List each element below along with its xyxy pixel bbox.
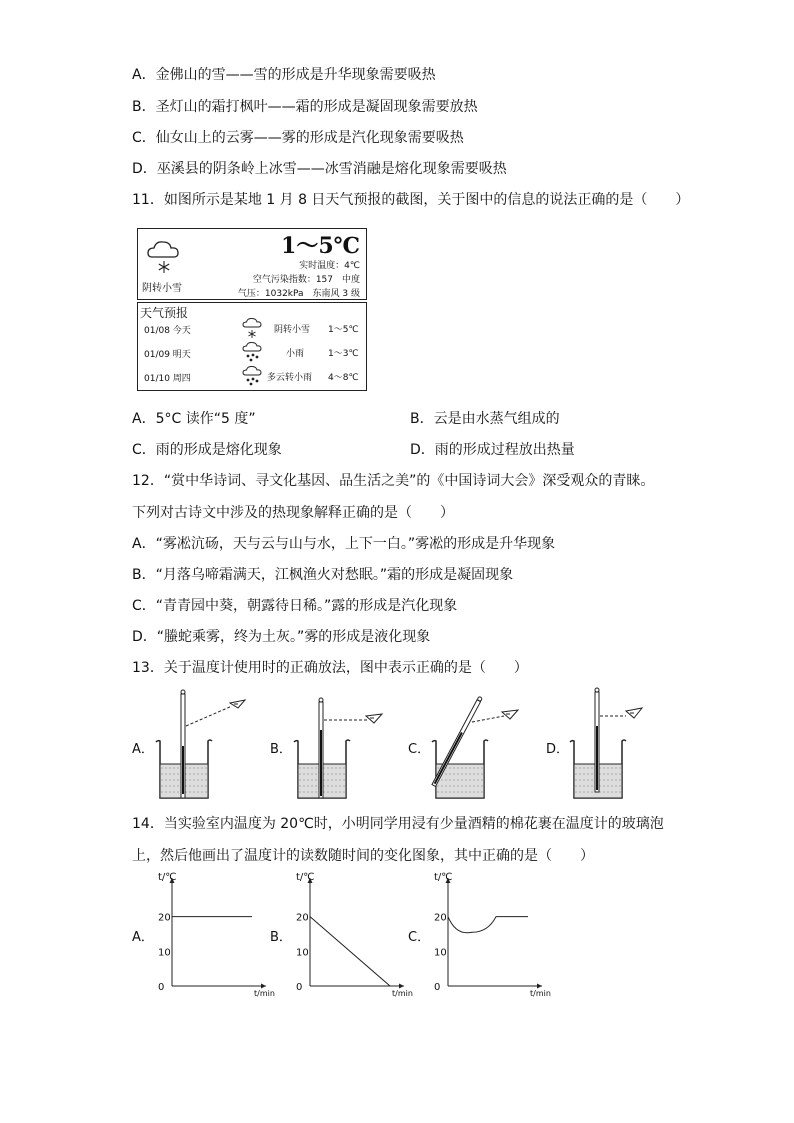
x-axis-label: t/min	[530, 989, 551, 998]
pressure-wind: 气压：1032kPa 东南风 3 级	[237, 289, 360, 299]
current-condition: 阴转小雪	[142, 283, 182, 294]
q13-label-b: B．	[270, 742, 292, 757]
thermometer-figure-a	[150, 686, 250, 806]
q14-label-b: B．	[270, 930, 292, 945]
forecast-title: 天气预报	[140, 306, 189, 320]
q12-option-b: B．“月落乌啼霜满天，江枫渔火对愁眠。”霜的形成是凝固现象	[132, 567, 514, 583]
thermometer-figure-c	[426, 686, 526, 806]
air-quality-index: 空气污染指数：157 中度	[252, 275, 360, 285]
y-axis-label: t/℃	[158, 872, 177, 883]
cloud-snow-icon	[242, 317, 266, 339]
q14-label-a: A．	[132, 930, 154, 945]
y-tick-label: 10	[158, 947, 171, 959]
y-tick-label: 20	[296, 912, 309, 924]
q10-option-b: B．圣灯山的霜打枫叶——霜的形成是凝固现象需要放热	[132, 99, 478, 115]
series-line	[448, 917, 528, 933]
forecast-desc: 小雨	[286, 349, 305, 359]
q11-stem: 11．如图所示是某地 1 月 8 日天气预报的截图，关于图中的信息的说法正确的是（ ）	[132, 192, 690, 208]
forecast-temp: 4～8℃	[328, 373, 359, 383]
q14-stem-line1: 14．当实验室内温度为 20℃时，小明同学用浸有少量酒精的棉花裹在温度计的玻璃泡	[132, 816, 664, 832]
q10-option-d: D．巫溪县的阴条岭上冰雪——冰雪消融是熔化现象需要吸热	[132, 161, 507, 177]
q13-label-c: C．	[408, 742, 431, 757]
cloud-snow-icon	[144, 237, 184, 277]
y-tick-label: 20	[158, 912, 171, 924]
q10-option-c: C．仙女山上的云雾——雾的形成是汽化现象需要吸热	[132, 130, 464, 146]
weather-current-panel	[137, 228, 367, 300]
sight-line	[472, 716, 504, 722]
thermometer-figure-b	[288, 686, 388, 806]
q10-option-a: A．金佛山的雪——雪的形成是升华现象需要吸热	[132, 67, 436, 83]
forecast-temp: 1～3℃	[328, 349, 359, 359]
q12-stem-line2: 下列对古诗文中涉及的热现象解释正确的是（ ）	[132, 505, 454, 521]
q12-option-c: C．“青青园中葵，朝露待日稀。”露的形成是汽化现象	[132, 598, 458, 614]
forecast-date: 01/08 今天	[144, 326, 191, 336]
forecast-temp: 1～5℃	[328, 325, 359, 335]
cloud-rain-icon	[242, 341, 266, 363]
y-axis-label: t/℃	[434, 872, 453, 883]
cloud-rain-icon	[242, 365, 266, 387]
q12-option-d: D．“螣蛇乘雾，终为土灰。”雾的形成是液化现象	[132, 629, 431, 645]
q12-stem-line1: 12．“赏中华诗词、寻文化基因、品生活之美”的《中国诗词大会》深受观众的青睐。	[132, 473, 655, 489]
q14-stem-line2: 上，然后他画出了温度计的读数随时间的变化图象，其中正确的是（ ）	[132, 848, 594, 864]
x-axis-label: t/min	[392, 989, 413, 998]
forecast-desc: 阴转小雪	[274, 325, 311, 335]
x-axis-arrow	[537, 984, 542, 989]
x-axis-label: t/min	[254, 989, 275, 998]
series-line	[310, 917, 390, 986]
sight-line	[186, 706, 232, 726]
forecast-desc: 多云转小雨	[267, 373, 313, 383]
weather-forecast-panel	[137, 302, 367, 391]
q14-label-c: C．	[408, 930, 431, 945]
q13-label-a: A．	[132, 742, 154, 757]
graph-c	[424, 870, 554, 1000]
q11-option-d: D．雨的形成过程放出热量	[410, 442, 575, 458]
y-tick-label: 20	[434, 912, 447, 924]
q11-option-c: C．雨的形成是熔化现象	[132, 442, 282, 458]
current-temp-range: 1～5℃	[281, 233, 360, 259]
q11-option-a: A．5°C 读作“5 度”	[132, 411, 256, 427]
y-tick-label: 10	[434, 947, 447, 959]
y-tick-label: 0	[296, 982, 303, 993]
y-tick-label: 10	[296, 947, 309, 959]
y-tick-label: 0	[158, 982, 165, 993]
forecast-date: 01/10 周四	[144, 374, 191, 384]
y-tick-label: 0	[434, 982, 441, 993]
x-axis-arrow	[261, 984, 266, 989]
q13-label-d: D．	[546, 742, 570, 757]
graph-b	[286, 870, 416, 1000]
x-axis-arrow	[399, 984, 404, 989]
y-axis-label: t/℃	[296, 872, 315, 883]
realtime-temp: 实时温度：4℃	[299, 261, 360, 271]
q13-stem: 13．关于温度计使用时的正确放法，图中表示正确的是（ ）	[132, 660, 528, 676]
q12-option-a: A．“雾凇沆砀，天与云与山与水，上下一白。”雾凇的形成是升华现象	[132, 536, 556, 552]
q11-option-b: B．云是由水蒸气组成的	[410, 411, 560, 427]
thermometer-figure-d	[564, 686, 664, 806]
forecast-date: 01/09 明天	[144, 350, 191, 360]
graph-a	[148, 870, 278, 1000]
